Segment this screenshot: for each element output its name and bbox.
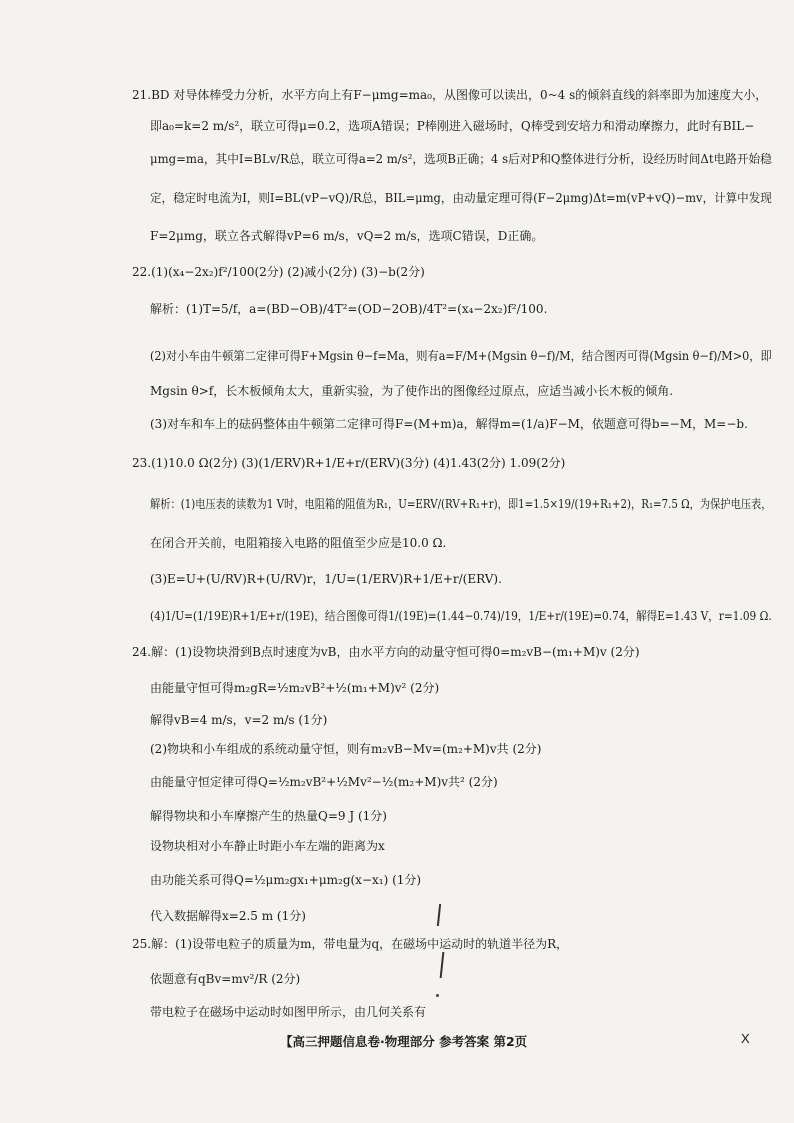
q25-line-3: 带电粒子在磁场中运动时如图甲所示，由几何关系有 xyxy=(150,1005,427,1019)
q21-line-2: 即a₀=k=2 m/s²，联立可得μ=0.2，选项A错误；P棒刚进入磁场时，Q棒受到安培力和滑动摩擦力，此时有BIL− xyxy=(150,119,755,133)
q21-line-5: F=2μmg，联立各式解得vP=6 m/s，vQ=2 m/s，选项C错误，D正确。 xyxy=(150,229,544,243)
q22-line-2: (2)对小车由牛顿第二定律可得F+Mgsin θ−f=Ma，则有a=F/M+(Mgsin θ−f)/M，结合图丙可得(Mgsin θ−f)/M>0，即 xyxy=(150,349,772,363)
q23-line-4: (4)1/U=(1/19E)R+1/E+r/(19E)，结合图像可得1/(19E)=(1.44−0.74)/19，1/E+r/(19E)=0.74，解得E=1.43 V，r=1.09 Ω. xyxy=(150,609,772,623)
q21-line-1: 21.BD 对导体棒受力分析，水平方向上有F−μmg=ma₀，从图像可以读出，0~4 s的倾斜直线的斜率即为加速度大小， xyxy=(132,88,768,102)
q24-line-3: 解得vB=4 m/s，v=2 m/s (1分) xyxy=(150,713,328,727)
q23-line-1: 解析：(1)电压表的读数为1 V时，电阻箱的阻值为R₁，U=ERV/(RV+R₁+r)，即1=1.5×19/(19+R₁+2)，R₁=7.5 Ω，为保护电压表， xyxy=(150,497,772,511)
q25-line-1: 25.解：(1)设带电粒子的质量为m，带电量为q，在磁场中运动时的轨道半径为R， xyxy=(132,937,569,951)
q22-line-1: 解析：(1)T=5/f，a=(BD−OB)/4T²=(OD−2OB)/4T²=(x₄−2x₂)f²/100. xyxy=(150,302,548,316)
q24-line-8: 由功能关系可得Q=½μm₂gx₁+μm₂g(x−x₁) (1分) xyxy=(150,873,422,887)
page-footer-mark: X xyxy=(741,1031,750,1046)
q22-line-3: Mgsin θ>f，长木板倾角太大，重新实验，为了使作出的图像经过原点，应适当减小长木板的倾角. xyxy=(150,384,674,398)
q24-line-5: 由能量守恒定律可得Q=½m₂vB²+½Mv²−½(m₂+M)v共² (2分) xyxy=(150,775,498,789)
q24-line-2: 由能量守恒可得m₂gR=½m₂vB²+½(m₁+M)v² (2分) xyxy=(150,681,440,695)
q22-answer: 22.(1)(x₄−2x₂)f²/100(2分) (2)减小(2分) (3)−b(2分) xyxy=(132,265,425,279)
q23-answer: 23.(1)10.0 Ω(2分) (3)(1/ERV)R+1/E+r/(ERV)(3分) (4)1.43(2分) 1.09(2分) xyxy=(132,456,566,470)
page-footer-title: 【高三押题信息卷·物理部分 参考答案 第2页 xyxy=(280,1034,528,1049)
pen-mark xyxy=(440,952,445,978)
q24-line-9: 代入数据解得x=2.5 m (1分) xyxy=(150,909,306,923)
q21-line-4: 定，稳定时电流为I，则I=BL(vP−vQ)/R总，BIL=μmg，由动量定理可得(F−2μmg)Δt=m(vP+vQ)−mv，计算中发现 xyxy=(150,191,772,205)
q23-line-3: (3)E=U+(U/RV)R+(U/RV)r，1/U=(1/ERV)R+1/E+r/(ERV). xyxy=(150,572,502,586)
q24-line-7: 设物块相对小车静止时距小车左端的距离为x xyxy=(150,839,385,853)
q24-line-6: 解得物块和小车摩擦产生的热量Q=9 J (1分) xyxy=(150,809,387,823)
q23-line-2: 在闭合开关前，电阻箱接入电路的阻值至少应是10.0 Ω. xyxy=(150,536,447,550)
ink-dot xyxy=(436,994,439,997)
q21-line-3: μmg=ma，其中I=BLv/R总，联立可得a=2 m/s²，选项B正确；4 s后对P和Q整体进行分析，设经历时间Δt电路开始稳 xyxy=(150,152,772,166)
q22-line-4: (3)对车和车上的砝码整体由牛顿第二定律可得F=(M+m)a，解得m=(1/a)F−M，依题意可得b=−M，M=−b. xyxy=(150,417,748,431)
q24-line-4: (2)物块和小车组成的系统动量守恒，则有m₂vB−Mv=(m₂+M)v共 (2分) xyxy=(150,742,542,756)
pen-mark xyxy=(437,904,441,926)
q24-line-1: 24.解：(1)设物块滑到B点时速度为vB，由水平方向的动量守恒可得0=m₂vB−(m₁+M)v (2分) xyxy=(132,645,640,659)
q25-line-2: 依题意有qBv=mv²/R (2分) xyxy=(150,972,301,986)
